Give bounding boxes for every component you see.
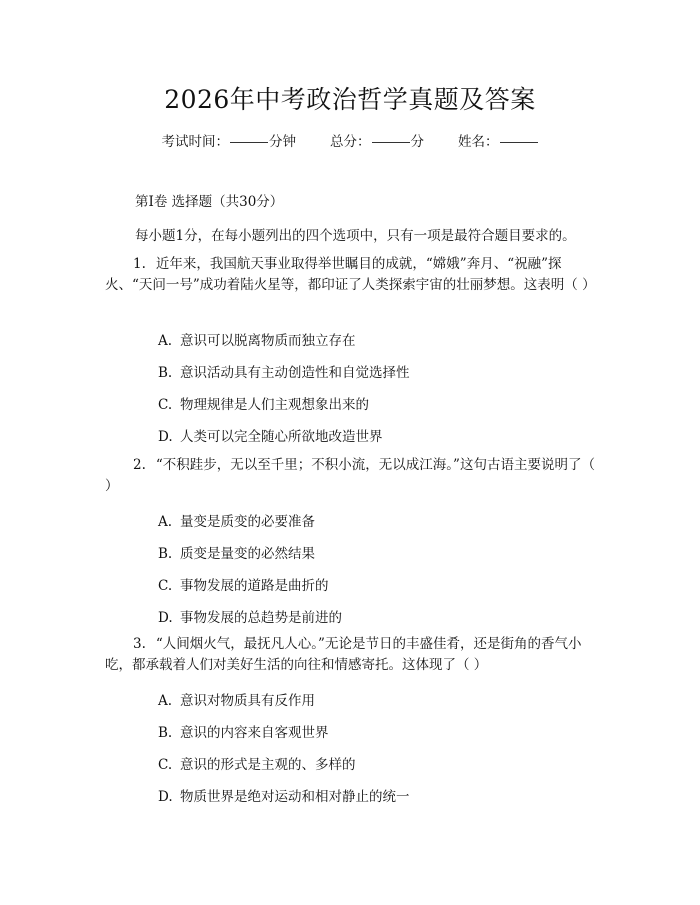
option-text: 意识活动具有主动创造性和自觉选择性: [180, 365, 410, 381]
question-2-option-c: [158, 574, 329, 594]
time-unit: 分钟: [269, 134, 296, 150]
question-1-option-c: [158, 393, 369, 413]
option-text: 意识的形式是主观的、多样的: [180, 757, 356, 773]
time-label: 考试时间：: [161, 134, 229, 150]
question-1: [105, 254, 600, 296]
question-2-option-b: [158, 542, 315, 562]
question-2: [105, 455, 600, 497]
question-number: 2.: [133, 457, 146, 473]
score-unit: 分: [410, 134, 424, 150]
option-text: 量变是质变的必要准备: [180, 514, 315, 530]
question-3-option-b: [158, 721, 329, 741]
total-score-field: [330, 130, 424, 150]
question-number: 1.: [133, 256, 146, 272]
option-letter: B.: [158, 546, 173, 562]
question-text: 近年来，我国航天事业取得举世瞩目的成就，“嫦娥”奔月、“祝融”探火、“天问一号”成功着陆火星等，都印证了人类探索宇宙的壮丽梦想。这表明（ ）: [105, 256, 596, 293]
option-letter: D.: [158, 610, 173, 626]
name-field: [458, 130, 539, 150]
question-1-option-a: [158, 329, 356, 349]
time-blank: [230, 142, 268, 143]
name-label: 姓名：: [458, 134, 499, 150]
option-text: 事物发展的总趋势是前进的: [180, 610, 342, 626]
question-number: 3.: [133, 636, 146, 652]
option-text: 质变是量变的必然结果: [180, 546, 315, 562]
page-title: 2026年中考政治哲学真题及答案: [164, 85, 536, 114]
question-2-option-d: [158, 606, 342, 626]
question-3-option-d: [158, 785, 410, 805]
option-text: 意识的内容来自客观世界: [180, 725, 329, 741]
score-label: 总分：: [330, 134, 371, 150]
question-3-option-c: [158, 753, 356, 773]
exam-time-field: [162, 130, 297, 150]
option-text: 人类可以完全随心所欲地改造世界: [180, 429, 383, 445]
option-text: 意识对物质具有反作用: [180, 693, 315, 709]
option-letter: C.: [158, 397, 173, 413]
section-title: 第Ⅰ卷 选择题（共30分）: [135, 194, 284, 210]
option-text: 意识可以脱离物质而独立存在: [180, 333, 356, 349]
section-instructions: 每小题1分，在每小题列出的四个选项中，只有一项是最符合题目要求的。: [135, 228, 576, 244]
question-1-option-d: [158, 425, 383, 445]
option-letter: B.: [158, 365, 173, 381]
option-letter: C.: [158, 757, 173, 773]
score-blank: [372, 142, 410, 143]
option-text: 物理规律是人们主观想象出来的: [180, 397, 369, 413]
option-letter: A.: [158, 514, 173, 530]
option-letter: B.: [158, 725, 173, 741]
name-blank: [500, 142, 538, 143]
option-text: 物质世界是绝对运动和相对静止的统一: [180, 789, 410, 805]
question-3: [105, 634, 600, 676]
exam-meta-row: [0, 130, 700, 150]
option-letter: D.: [158, 789, 173, 805]
option-letter: C.: [158, 578, 173, 594]
question-1-option-b: [158, 361, 410, 381]
question-2-option-a: [158, 510, 315, 530]
option-letter: A.: [158, 693, 173, 709]
question-text: “人间烟火气，最抚凡人心。”无论是节日的丰盛佳肴，还是街角的香气小吃，都承载着人们对美好生活的向往和情感寄托。这体现了（ ）: [105, 636, 582, 673]
option-text: 事物发展的道路是曲折的: [180, 578, 329, 594]
option-letter: A.: [158, 333, 173, 349]
question-text: “不积跬步，无以至千里；不积小流，无以成江海。”这句古语主要说明了（ ）: [105, 457, 595, 494]
question-3-option-a: [158, 689, 315, 709]
option-letter: D.: [158, 429, 173, 445]
